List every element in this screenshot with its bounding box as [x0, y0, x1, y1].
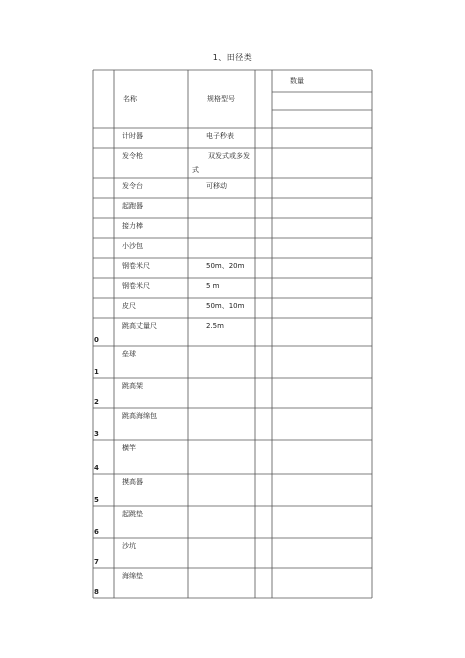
- row-name: 计时器: [122, 132, 143, 140]
- row-name: 皮尺: [122, 302, 136, 310]
- row-number: 2: [94, 398, 99, 406]
- row-number: 7: [94, 558, 99, 566]
- row-name: 钢卷米尺: [122, 262, 150, 270]
- row-spec: 电子秒表: [206, 132, 234, 140]
- row-number: 8: [94, 588, 99, 596]
- row-name: 跳高架: [122, 382, 143, 390]
- row-name: 小沙包: [122, 242, 143, 250]
- row-number: 6: [94, 528, 99, 536]
- row-name: 跳高丈量尺: [122, 322, 157, 330]
- row-number: 5: [94, 496, 99, 504]
- row-name: 横竿: [122, 444, 136, 452]
- row-spec-wrap: 式: [192, 166, 199, 174]
- row-name: 垒球: [122, 350, 136, 358]
- header-spec: 规格型号: [207, 95, 235, 103]
- header-name: 名称: [123, 95, 137, 103]
- row-name: 接力棒: [122, 222, 143, 230]
- row-name: 发令台: [122, 182, 143, 190]
- row-spec: 5 m: [206, 282, 220, 290]
- row-spec: 双发式或多发: [208, 152, 250, 160]
- row-number: 4: [94, 464, 99, 472]
- row-name: 海绵垫: [122, 572, 143, 580]
- page-title: 1、田径类: [212, 53, 253, 62]
- row-name: 摸高器: [122, 478, 143, 486]
- row-spec: 可移动: [206, 182, 227, 190]
- row-number: 0: [94, 336, 99, 344]
- row-name: 起跳垫: [122, 510, 143, 518]
- row-number: 1: [94, 368, 99, 376]
- row-name: 起跑器: [122, 202, 143, 210]
- row-name: 发令枪: [122, 152, 143, 160]
- row-name: 沙坑: [122, 542, 136, 550]
- row-name: 钢卷米尺: [122, 282, 150, 290]
- header-quantity: 数量: [290, 77, 304, 85]
- row-number: 3: [94, 430, 99, 438]
- row-spec: 50m、10m: [206, 302, 245, 310]
- row-name: 跳高海绵包: [122, 412, 157, 420]
- row-spec: 2.5m: [206, 322, 224, 330]
- row-spec: 50m、20m: [206, 262, 245, 270]
